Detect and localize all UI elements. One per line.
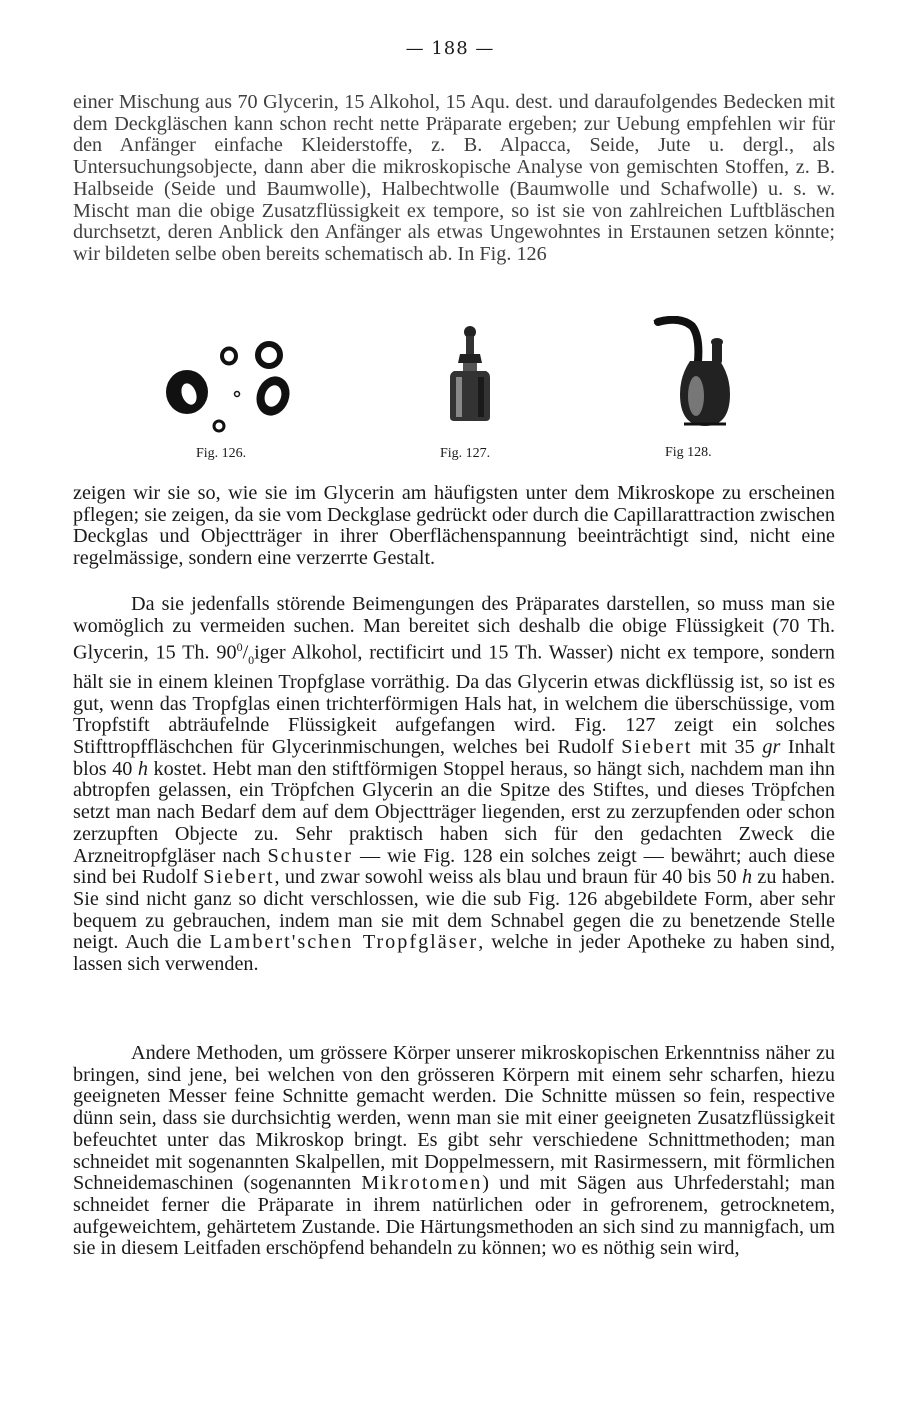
text-segment: mit 35 bbox=[692, 735, 763, 758]
paragraph-dropper-bottles bbox=[73, 594, 835, 976]
text-segment: ) und mit Sägen aus Uhrfederstahl; man schneidet ferner die Präparate in ihrem natürlichen oder in gefrorenem, getrocknetem, aufgeweichtem, gehärtetem Zustande. Die Härtungsmethoden an sich sind zu mannigfach, um sie in diesem Leitfaden erschöpfend behandeln zu können; wo es nöthig sein wird, bbox=[73, 1172, 835, 1260]
unit-h: h bbox=[137, 757, 149, 780]
figure-126 bbox=[165, 336, 305, 440]
unit-h: h bbox=[742, 866, 753, 889]
spouted-dropper-bottle-icon bbox=[650, 316, 740, 431]
figure-128-caption: Fig 128. bbox=[665, 445, 712, 460]
air-bubbles-icon bbox=[165, 336, 305, 436]
name-siebert: Siebert bbox=[621, 735, 693, 758]
paragraph-cutting-methods bbox=[73, 1043, 835, 1260]
name-siebert: Siebert bbox=[203, 866, 275, 889]
text-segment: Da sie jedenfalls störende Beimengungen des Präparates darstellen, so muss man sie womöglich zu vermeiden suchen. Man bereitet sich deshalb die obige Flüssigkeit (70 Th. Glycerin, 15 Th. 90 bbox=[73, 593, 835, 665]
text-segment: Andere Methoden, um grössere Körper unserer mikroskopischen Erkenntniss näher zu bringen, sind jene, bei welchen von den grösseren Körpern mit einem sehr scharfen, hiezu geeigneten Messer feine Schnitte gemacht werden. Die Schnitte müssen so fein, respective dünn sein, dass sie durchsichtig werden, wenn man sie mit einer geeigneten Zusatzflüssigkeit befeuchtet unter das Mikroskop bringt. Es gibt sehr verschiedene Schnittmethoden; man schneidet mit sogenannten Skalpellen, mit Doppelmessern, mit Rasirmessern, mit förmlichen Schneidemaschinen (sogenannten bbox=[73, 1042, 835, 1195]
text-segment: iger Alkohol, rectificirt und 15 Th. Wasser) nicht ex tempore, sondern hält sie in einem kleinen Tropfglase vorräthig. Da das Glycerin etwas dickflüssig ist, so ist es gut, wenn das Tropfglas einen trichterförmigen Hals hat, in welchem die überschüssige, vom Tropfstift abträufelnde Flüssigkeit aufgefangen wird. Fig. 127 zeigt ein solches Stifttropffläschchen für Glycerinmischungen, welches bei Rudolf bbox=[73, 642, 836, 758]
term-mikrotomen: Mikrotomen bbox=[361, 1172, 483, 1195]
unit-gr: gr bbox=[762, 735, 781, 758]
slash: / bbox=[242, 642, 249, 665]
name-lambert: Lambert'schen Tropfgläser bbox=[209, 931, 479, 954]
text-segment: zu haben. Sie sind nicht ganz so dicht verschlossen, wie die sub Fig. 126 abgebildete Form, aber sehr bequem zu gebrauchen, indem man sie mit dem Schnabel gegen die zu benetzende Stelle neigt. Auch die bbox=[73, 866, 835, 954]
figure-127 bbox=[448, 323, 508, 427]
paragraph-intro: einer Mischung aus 70 Glycerin, 15 Alkohol, 15 Aqu. dest. und daraufolgendes Bedecken mit dem Deckgläschen kann schon recht nette Präparate ergeben; zur Uebung empfehlen wir für den Anfänger einfache Kleiderstoffe, z. B. Alpacca, Seide, Jute u. dergl., als Untersuchungsobjecte, dann aber die mikroskopische Analyse von gemischten Stoffen, z. B. Halbseide (Seide und Baumwolle), Halbechtwolle (Baumwolle und Schafwolle) u. s. w. Mischt man die obige Zusatzflüssigkeit ex tempore, so ist sie von zahlreichen Luftbläschen durchsetzt, deren Anblick den Anfänger als etwas Ungewohntes in Erstaunen setzen könnte; wir bildeten selbe oben bereits schematisch ab. In Fig. 126 bbox=[73, 91, 835, 265]
text-segment: Inhalt blos 40 bbox=[73, 735, 836, 780]
figure-126-caption: Fig. 126. bbox=[196, 446, 247, 461]
paragraph-bubbles-description: zeigen wir sie so, wie sie im Glycerin am häufigsten unter dem Mikroskope zu erscheinen pflegen; sie zeigen, da sie vom Deckglase gedrückt oder durch die Capillarattraction zwischen Deckglas und Objectträger in ihrer Oberflächenspannung beeinträchtigt sind, nicht eine regelmässige, sondern eine verzerrte Gestalt. bbox=[73, 482, 835, 570]
subscript: 0 bbox=[248, 653, 255, 668]
text-segment: , welche in jeder Apotheke zu haben sind, lassen sich verwenden. bbox=[73, 931, 835, 976]
text-segment: — wie Fig. 128 ein solches zeigt — bewährt; auch diese sind bei Rudolf bbox=[73, 844, 835, 889]
text-segment: kostet. Hebt man den stiftförmigen Stoppel heraus, so hängt sich, nachdem man ihn abtropfen gelassen, ein Tröpfchen Glycerin an die Spitze des Stiftes, und dieses Tröpfchen setzt man nach Bedarf dem auf dem Objectträger liegenden, erst zu zerzupfenden oder schon zerzupften Objecte zu. Sehr praktisch haben sich für den gedachten Zweck die Arzneitropfgläser nach bbox=[73, 757, 835, 867]
figure-128 bbox=[650, 316, 740, 435]
figure-127-caption: Fig. 127. bbox=[440, 446, 491, 461]
superscript: 0 bbox=[236, 640, 243, 655]
text-segment: , und zwar sowohl weiss als blau und braun für 40 bis 50 bbox=[274, 866, 742, 889]
stopper-dropper-bottle-icon bbox=[448, 323, 508, 423]
page-number: — 188 — bbox=[405, 38, 495, 59]
name-schuster: Schuster bbox=[267, 844, 353, 867]
